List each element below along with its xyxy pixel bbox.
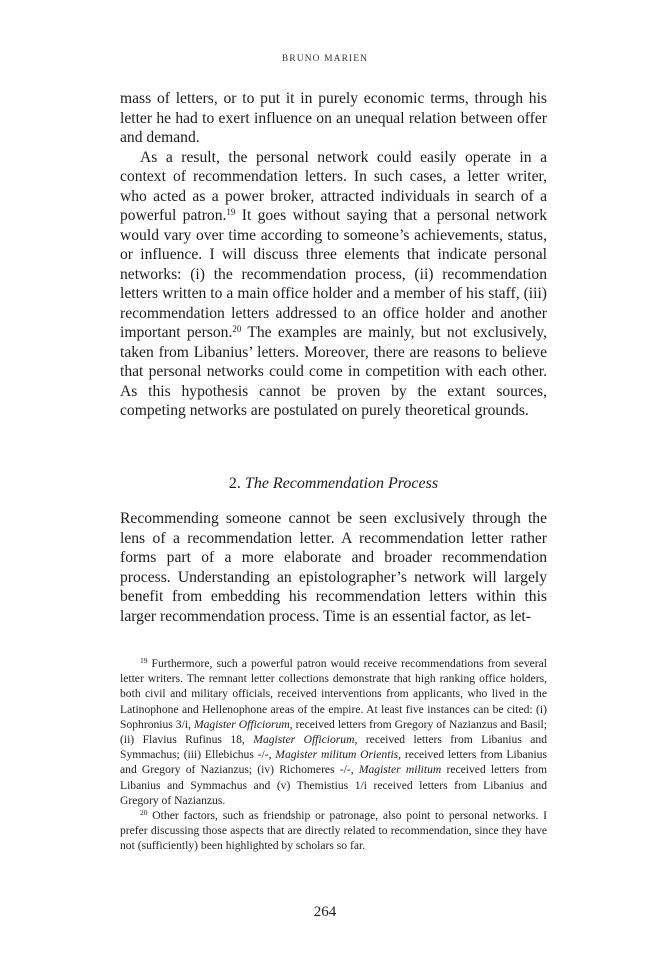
- text-run: received letters from Libanius and Gregory of Nazianzus; (iv) Richomeres -/-,: [120, 748, 547, 777]
- text-run: received letters from Libanius and Symmachus; (iii) Ellebichus -/-,: [120, 733, 548, 762]
- section-title: The Recommendation Process: [244, 475, 439, 492]
- text-run: Furthermore, such a powerful patron would receive recommendations from several letter writers. The remnant letter collections demonstrate that high ranking office holders, both civil and military officials, received interventions from applicants, who lived in the Latinophone and Hellenophone areas of the empire. At least five instances can be cited: (i) Sophronius 3/i,: [120, 657, 547, 731]
- footnote-number: 19: [140, 656, 148, 665]
- page-number: 264: [313, 904, 337, 920]
- paragraph-continued: mass of letters, or to put it in purely economic terms, through his letter he had to exert influence on an unequal relation between offer and demand.: [120, 90, 547, 146]
- main-text: [120, 89, 547, 421]
- section-number: 2.: [228, 475, 241, 492]
- italic-title: Magister militum: [358, 763, 442, 777]
- text-run: It goes without saying that a personal network would vary over time according to someone’s achievements, status, or influence. I will discuss three elements that indicate personal networks: (i) the recommendation process, (ii) recommendation letters written to a main office holder and a member of his staff, (iii) recommendation letters addressed to an office holder and another important person.: [120, 207, 547, 341]
- text-run: As a result, the personal network could easily operate in a context of recommendation letters. In such cases, a letter writer, who acted as a power broker, attracted individuals in search of a powerful patron.: [120, 148, 547, 224]
- italic-title: Magister Officiorum,: [253, 733, 358, 747]
- section-heading: [120, 475, 547, 493]
- paragraph-recommending: Recommending someone cannot be seen exclusively through the lens of a recommendation letter. A recommendation letter rather forms part of a more elaborate and broader recommendation process. Understanding an epistolographer’s network will largely benefit from embedding his recommendation letters within this larger recommendation process. Time is an essential factor, as let-: [120, 510, 547, 625]
- text-run: The examples are mainly, but not exclusively, taken from Libanius’ letters. Moreover, there are reasons to believe that personal networks could come in competition with each other. As this hypothesis cannot be proven by the extant sources, competing networks are postulated on purely theoretical grounds.: [120, 324, 547, 419]
- footnote-number: 20: [140, 808, 148, 818]
- running-head: BRUNO MARIEN: [281, 54, 369, 64]
- footnote-20: [120, 808, 547, 854]
- footnote-ref-19[interactable]: 19: [226, 207, 236, 217]
- text-run: received letters from Libanius and Symmachus and (v) Themistius 1/i received letters from Libanius and Gregory of Nazianzus.: [120, 763, 547, 807]
- italic-title: Magister militum Orientis,: [275, 748, 402, 762]
- text-run: Other factors, such as friendship or patronage, also point to personal networks. I prefer discussing those aspects that are directly related to recommendation, since they have not (sufficiently) been highlighted by scholars so far.: [120, 809, 547, 853]
- section-text: [120, 509, 547, 626]
- footnote-ref-20[interactable]: 20: [232, 324, 242, 334]
- text-run: received letters from Gregory of Nazianzus and Basil; (ii) Flavius Rufinus 18,: [120, 717, 547, 747]
- footnote-19: [120, 656, 547, 808]
- paragraph-network: [120, 148, 547, 421]
- footnotes: [120, 656, 547, 854]
- italic-title: Magister Officiorum,: [193, 717, 293, 731]
